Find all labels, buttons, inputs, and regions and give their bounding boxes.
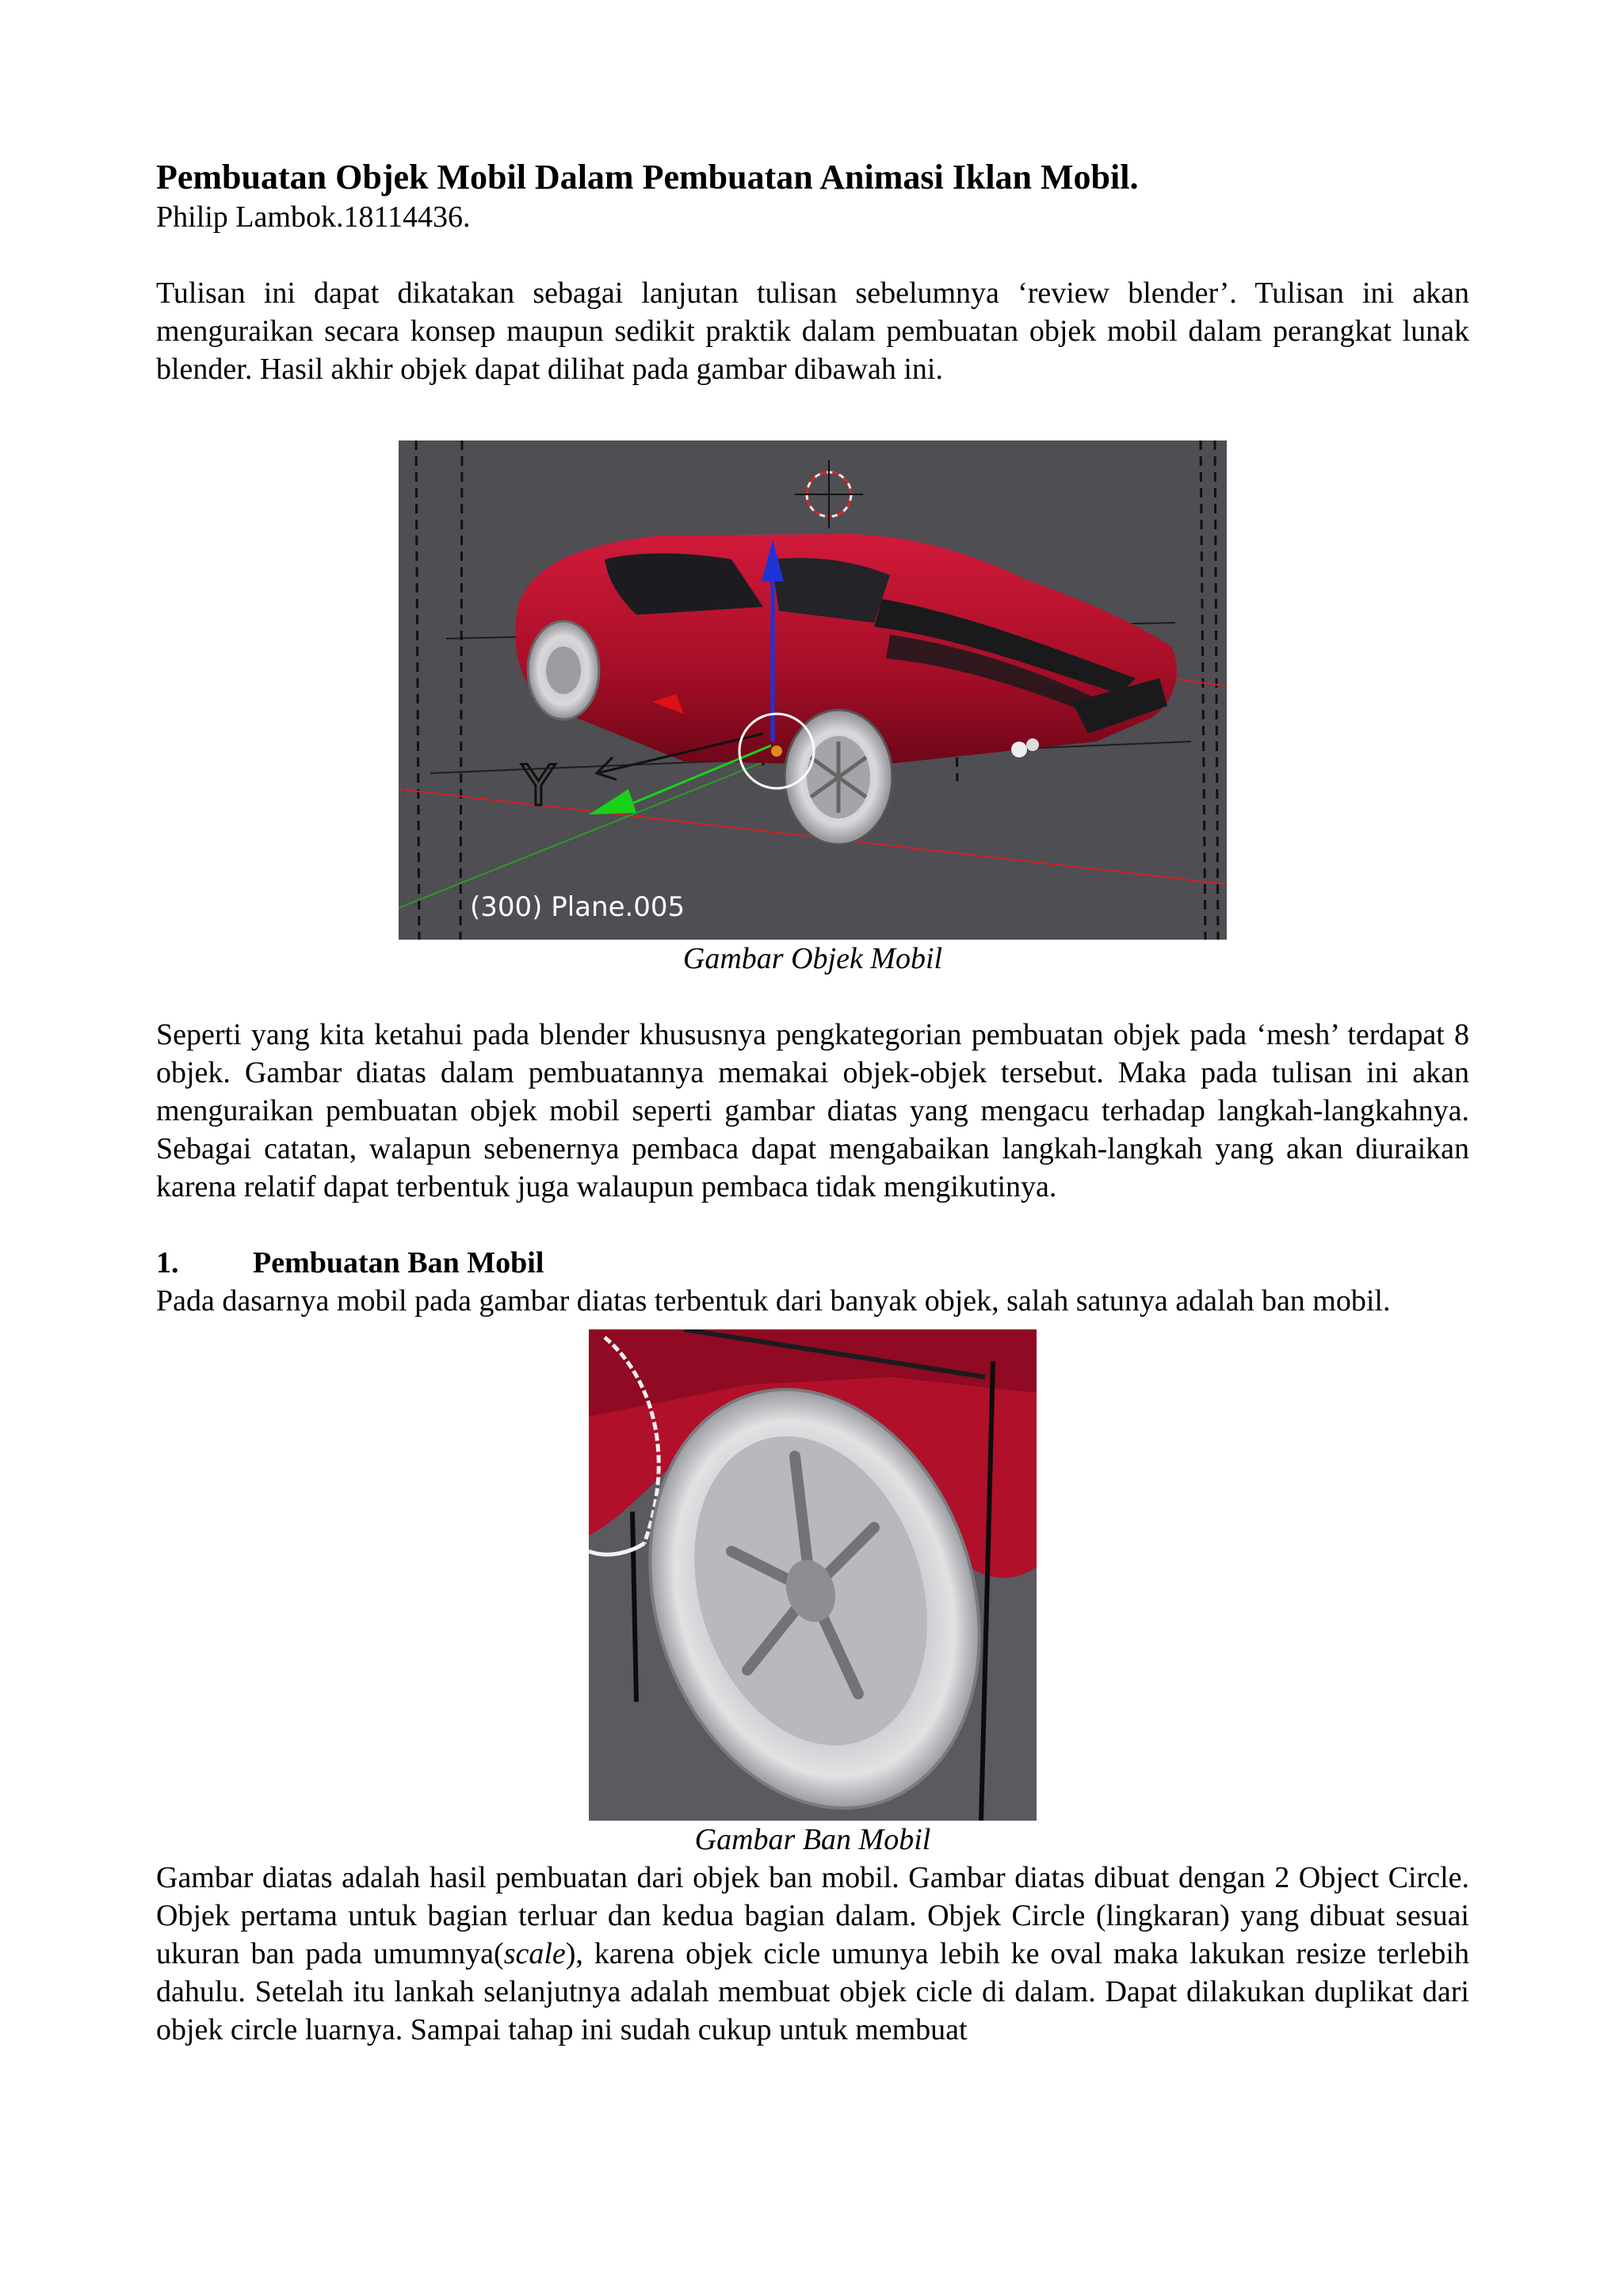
section-heading-tire [156,1244,1469,1282]
author-line: Philip Lambok.18114436. [156,200,471,234]
paragraph-tire-intro: Pada dasarnya mobil pada gambar diatas terbentuk dari banyak objek, salah satunya adalah ban mobil. [156,1284,1391,1318]
intro-paragraph: Tulisan ini dapat dikatakan sebagai lanjutan tulisan sebelumnya ‘review blender’. Tulisan ini akan menguraikan secara konsep maupun sedikit praktik dalam pembuatan objek mobil dalam perangkat lunak blender. Hasil akhir objek dapat dilihat pada gambar dibawah ini. [156,277,1469,386]
tire-figure [156,1329,1469,1859]
paragraph-tire-detail [156,1859,1469,2049]
viewport-object-label: (300) Plane.005 [470,891,685,923]
document-content [156,157,1469,2049]
section-number: 1. [156,1246,179,1280]
tire-render-svg [589,1329,1037,1821]
document-title: Pembuatan Objek Mobil Dalam Pembuatan Animasi Iklan Mobil. [156,158,1139,196]
axis-y-label: Y [521,753,556,818]
tire-figure-caption: Gambar Ban Mobil [694,1823,931,1856]
scale-emphasis: scale [503,1937,566,1970]
car-figure-caption: Gambar Objek Mobil [682,942,943,975]
car-figure [156,441,1469,978]
tire-image [589,1329,1037,1821]
paragraph-tire-detail-part2: ), karena objek cicle umunya lebih ke oval maka lakukan resize terlebih dahulu. Setelah itu lankah selanjutnya adalah membuat objek cicle di dalam. Dapat dilakukan duplikat dari objek circle luarnya. Sampai tahap ini sudah cukup untuk membuat [156,1937,1469,2046]
paragraph-mesh-objects: Seperti yang kita ketahui pada blender khususnya pengkategorian pembuatan objek pada ‘mesh’ terdapat 8 objek. Gambar diatas dalam pembuatannya memakai objek-objek tersebut. Maka pada tulisan ini akan menguraikan pembuatan objek mobil seperti gambar diatas yang mengacu terhadap langkah-langkahnya. Sebagai catatan, walapun sebenernya pembaca dapat mengabaikan langkah-langkah yang akan diuraikan karena relatif dapat terbentuk juga walaupun pembaca tidak mengikutinya. [156,1018,1469,1203]
car-render-svg [399,441,1227,940]
car-viewport-image [399,441,1227,940]
section-title: Pembuatan Ban Mobil [253,1246,544,1280]
paragraph-tire-detail-part1: Gambar diatas adalah hasil pembuatan dari objek ban mobil. Gambar diatas dibuat dengan 2 Object Circle. Objek pertama untuk bagian terluar dan kedua bagian dalam. Objek Circle (lingkaran) yang dibuat sesuai ukuran ban pada umumnya( [156,1861,1469,1970]
